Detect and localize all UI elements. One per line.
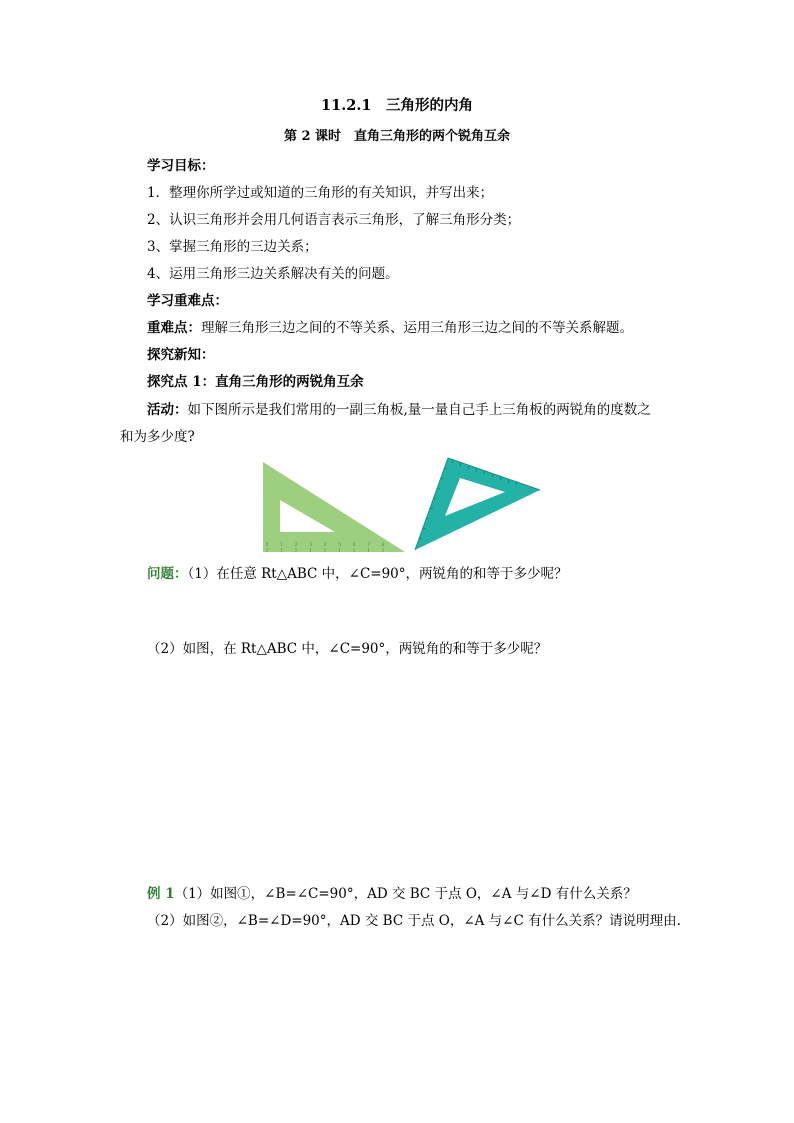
ruler-tick-label: 7 bbox=[367, 543, 371, 548]
objective-item-3: 3、掌握三角形的三边关系； bbox=[147, 239, 318, 255]
teal-set-square bbox=[415, 458, 540, 550]
example-line-1 bbox=[147, 885, 637, 903]
example-label: 例 1 bbox=[147, 886, 175, 902]
activity-line-2: 和为多少度? bbox=[120, 429, 195, 445]
example-1-text: （1）如图①，∠B=∠C=90°，AD 交 BC 于点 O，∠A 与∠D 有什么关系？ bbox=[174, 886, 637, 902]
activity-line-1 bbox=[147, 401, 651, 419]
activity-text-1: 如下图所示是我们常用的一副三角板,量一量自己手上三角板的两锐角的度数之 bbox=[187, 402, 651, 418]
explore-heading: 探究新知： bbox=[147, 347, 215, 363]
objectives-heading: 学习目标： bbox=[147, 158, 215, 174]
lesson-subtitle: 第 2 课时 直角三角形的两个锐角互余 bbox=[283, 129, 511, 144]
question-line-2: （2）如图，在 Rt△ABC 中，∠C=90°，两锐角的和等于多少呢？ bbox=[147, 641, 548, 657]
question-1-text: （1）在任意 Rt△ABC 中，∠C=90°，两锐角的和等于多少呢？ bbox=[187, 566, 568, 582]
objective-item-4: 4、运用三角形三边关系解决有关的问题。 bbox=[147, 266, 399, 282]
set-squares-figure bbox=[255, 454, 545, 556]
objective-item-1: 1．整理你所学过或知道的三角形的有关知识，并写出来； bbox=[147, 185, 494, 201]
ruler-tick-label: 6 bbox=[352, 543, 356, 548]
activity-label: 活动： bbox=[147, 402, 188, 418]
ruler-tick-label: 1 bbox=[280, 543, 284, 548]
ruler-tick-label: 3 bbox=[309, 543, 313, 548]
objective-item-2: 2、认识三角形并会用几何语言表示三角形，了解三角形分类； bbox=[147, 212, 521, 228]
keypoints-line bbox=[147, 319, 633, 337]
keypoints-label: 重难点： bbox=[147, 320, 201, 336]
ruler-tick-label: 2 bbox=[294, 543, 298, 548]
keypoints-heading: 学习重难点： bbox=[147, 293, 228, 309]
ruler-tick-label: 5 bbox=[338, 543, 342, 548]
green-set-square bbox=[263, 462, 405, 552]
question-line-1 bbox=[147, 565, 568, 583]
question-label: 问题： bbox=[147, 566, 188, 582]
ruler-tick-label: 4 bbox=[323, 543, 327, 548]
explore-point-1: 探究点 1：直角三角形的两锐角互余 bbox=[147, 374, 364, 390]
page-title: 11.2.1 三角形的内角 bbox=[321, 97, 473, 114]
keypoints-text: 理解三角形三边之间的不等关系、运用三角形三边之间的不等关系解题。 bbox=[201, 320, 633, 336]
ruler-tick-label: 8 bbox=[381, 543, 385, 548]
ruler-tick-label: 0 bbox=[265, 543, 269, 548]
example-line-2: （2）如图②，∠B=∠D=90°，AD 交 BC 于点 O，∠A 与∠C 有什么关系？请说明理由. bbox=[147, 913, 681, 929]
